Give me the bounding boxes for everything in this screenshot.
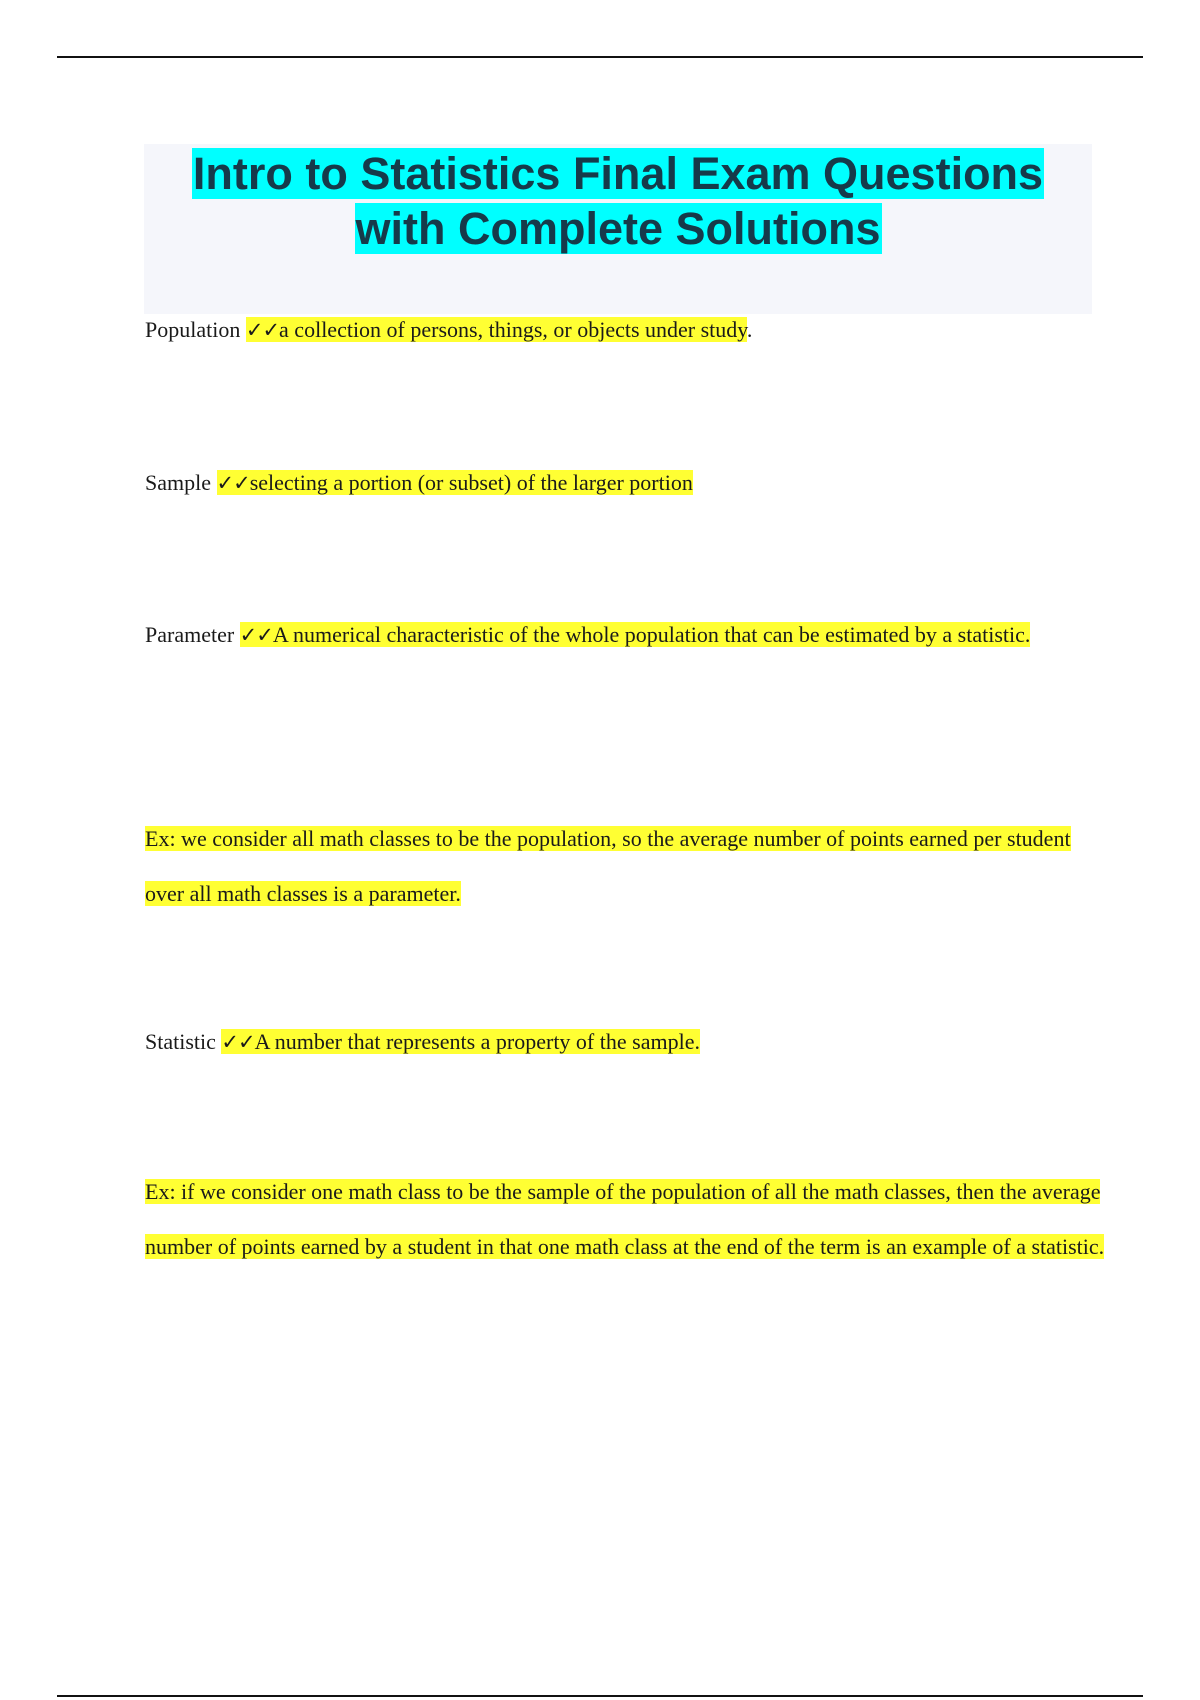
check-icon: ✓✓	[245, 318, 280, 342]
check-icon: ✓✓	[221, 1030, 255, 1054]
term-statistic: Statistic	[145, 1029, 216, 1054]
term-sample: Sample	[145, 470, 211, 495]
document-title	[144, 144, 1092, 256]
entry-parameter-example	[145, 811, 1105, 921]
check-icon: ✓✓	[216, 471, 250, 495]
definition-statistic: A number that represents a property of the sample.	[254, 1029, 700, 1054]
definition-parameter: A numerical characteristic of the whole population that can be estimated by a statistic.	[272, 622, 1031, 647]
title-block	[144, 144, 1092, 314]
title-line-2: with Complete Solutions	[355, 203, 881, 254]
entry-population	[145, 302, 1105, 358]
example-statistic: Ex: if we consider one math class to be the sample of the population of all the math classes, then the average number of points earned by a student in that one math class at the end of the term is an example of a statistic.	[145, 1179, 1105, 1259]
entry-statistic-example	[145, 1164, 1105, 1274]
entry-statistic	[145, 1014, 1105, 1070]
definition-population-period: .	[746, 317, 753, 342]
entry-parameter	[145, 607, 1080, 663]
entry-sample	[145, 455, 1105, 511]
example-parameter: Ex: we consider all math classes to be the population, so the average number of points earned per student over all math classes is a parameter.	[145, 826, 1071, 906]
title-line-1: Intro to Statistics Final Exam Questions	[192, 148, 1044, 199]
footer-rule	[57, 1695, 1143, 1697]
definition-sample: selecting a portion (or subset) of the larger portion	[249, 470, 693, 495]
term-population: Population	[145, 317, 241, 342]
term-parameter: Parameter	[145, 622, 235, 647]
check-icon: ✓✓	[239, 623, 273, 647]
definition-population: a collection of persons, things, or objects under study	[279, 317, 747, 342]
header-rule	[57, 56, 1143, 58]
